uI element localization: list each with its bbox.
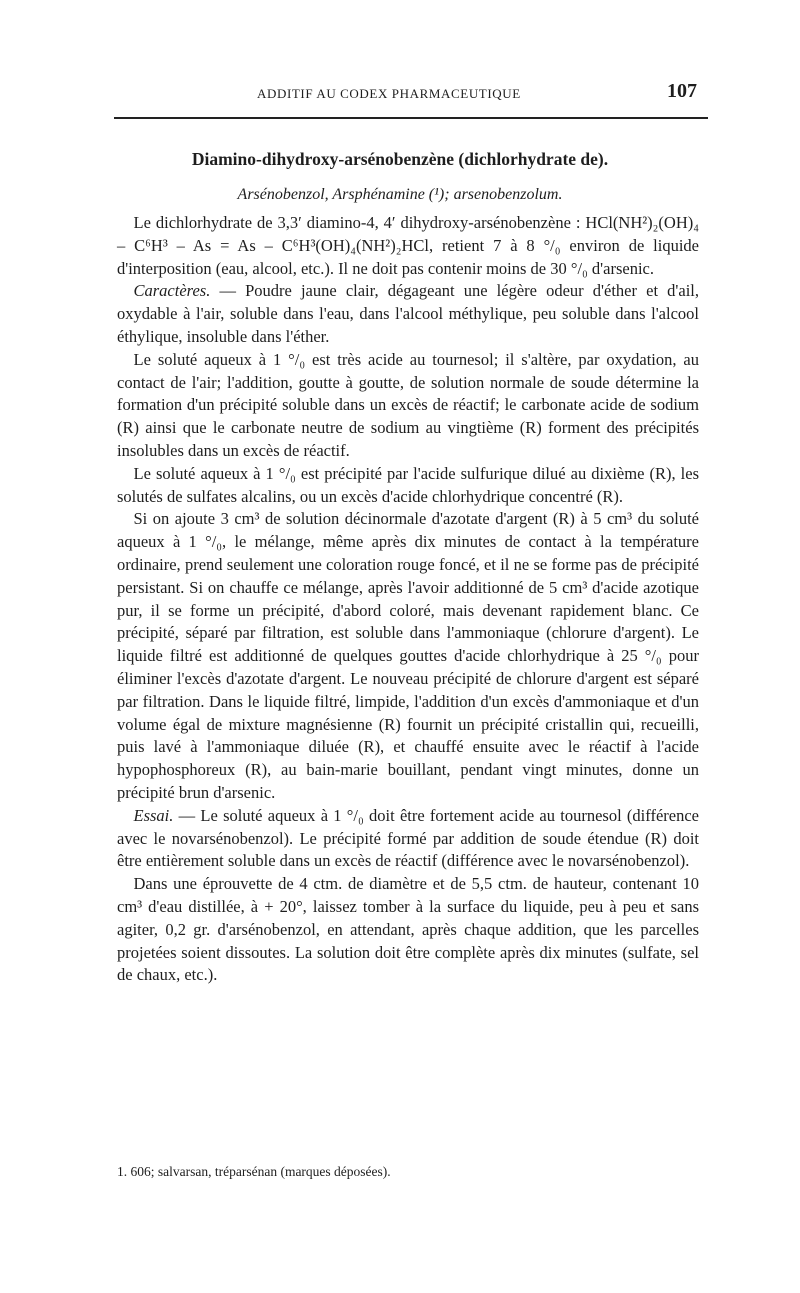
paragraph-text: — Poudre jaune clair, dégageant une légère odeur d'éther et d'ail, oxydable à l'air, soluble dans l'eau, dans l'alcool méthylique, peu soluble dans l'alcool éthylique, insoluble dans l'éther.	[117, 281, 699, 346]
paragraph-text: Le soluté aqueux à 1 °/₀ est précipité par l'acide sulfurique dilué au dixième (R), les solutés de sulfates alcalins, ou un excès d'acide chlorhydrique concentré (R).	[117, 463, 699, 506]
section-lead-caracteres: Caractères.	[133, 281, 211, 301]
page-number: 107	[667, 80, 697, 102]
paragraph-text: Dans une éprouvette de 4 ctm. de diamètre et de 5,5 ctm. de hauteur, contenant 10 cm³ d'eau distillée, à + 20°, laissez tomber à la surface du liquide, peu à peu et sans agiter, 0,2 gr. d'arsénobenzol, en attendant, après chaque addition, que les parcelles projetées soient dissoutes. La solution doit être complète après dix minutes (sulfate, sel de chaux, etc.).	[117, 874, 699, 985]
paragraph-caracteres	[117, 280, 699, 348]
paragraph-solute-precipite	[117, 463, 699, 509]
paragraph-text: Le dichlorhydrate de 3,3′ diamino-4, 4′ dihydroxy-arsénobenzène : HCl(NH²)₂(OH)₄ – C⁶H³ – As = As – C⁶H³(OH)₄(NH²)₂HCl, retient 7 à 8 °/₀ environ de liquide d'interposition (eau, alcool, etc.). Il ne doit pas contenir moins de 30 °/₀ d'arsenic.	[117, 213, 699, 278]
paragraph-eprouvette	[117, 873, 699, 987]
paragraph-essai	[117, 805, 699, 873]
article-title: Diamino-dihydroxy-arsénobenzène (dichlorhydrate de).	[191, 149, 609, 169]
article-body	[117, 212, 699, 987]
footnote: 1. 606; salvarsan, tréparsénan (marques déposées).	[117, 1164, 391, 1179]
paragraph-text: Le soluté aqueux à 1 °/₀ est très acide au tournesol; il s'altère, par oxydation, au contact de l'air; l'addition, goutte à goutte, de solution normale de soude détermine la formation d'un précipité soluble dans un excès de réactif; le carbonate acide de sodium (R) ainsi que le carbonate neutre de sodium au vingtième (R) forment des précipités insolubles dans un excès de réactif.	[117, 349, 699, 460]
paragraph-text: Si on ajoute 3 cm³ de solution décinormale d'azotate d'argent (R) à 5 cm³ du soluté aqueux à 1 °/₀, le mélange, même après dix minutes de contact à la température ordinaire, prend seulement une coloration rouge foncé, et il ne se forme pas de précipité persistant. Si on chauffe ce mélange, après l'avoir additionné de 5 cm³ d'acide azotique pur, il se forme un précipité, d'abord coloré, mais devenant rapidement blanc. Ce précipité, séparé par filtration, est soluble dans l'ammoniaque (chlorure d'argent). Le liquide filtré est additionné de quelques gouttes d'acide chlorhydrique à 25 °/₀ pour éliminer l'excès d'azotate d'argent. Le nouveau précipité de chlorure d'argent est séparé par filtration. Dans le liquide filtré, limpide, l'addition d'un excès d'ammoniaque et d'un volume égal de mixture magnésienne (R) fournit un précipité cristallin qui, recueilli, puis lavé à l'ammoniaque diluée (R), et chauffé ensuite avec le réactif à l'acide hypophosphoreux (R), au bain-marie bouillant, pendant vingt minutes, donne un précipité brun d'arsenic.	[117, 509, 699, 802]
paragraph-solute-tournesol	[117, 349, 699, 463]
running-head: ADDITIF AU CODEX PHARMACEUTIQUE	[257, 86, 521, 101]
paragraph-azotate-argent	[117, 508, 699, 804]
header-rule	[114, 117, 708, 119]
section-lead-essai: Essai.	[133, 805, 174, 825]
article-subtitle: Arsénobenzol, Arsphénamine (¹); arsenobenzolum.	[237, 186, 563, 203]
paragraph-text: — Le soluté aqueux à 1 °/₀ doit être fortement acide au tournesol (différence avec le novarsénobenzol). Le précipité formé par addition de soude étendue (R) doit être entièrement soluble dans un excès de réactif (différence avec le novarsénobenzol).	[117, 805, 699, 871]
paragraph-composition	[117, 212, 699, 280]
